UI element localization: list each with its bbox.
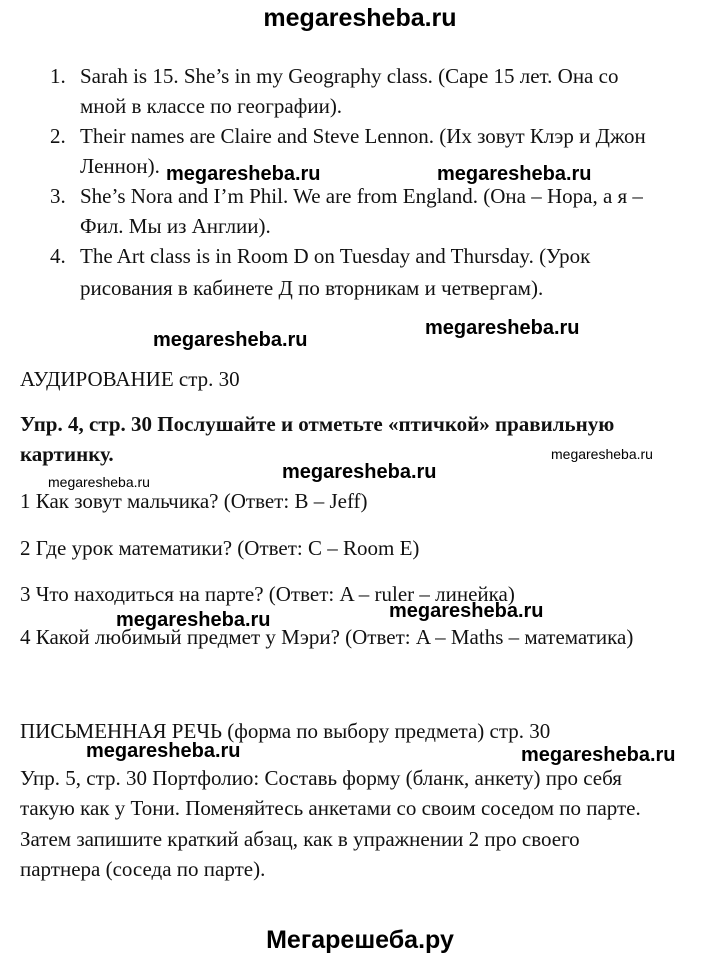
- watermark: megaresheba.ru: [521, 744, 676, 766]
- list-item-line: She’s Nora and I’m Phil. We are from England. (Она – Нора, а я –: [80, 184, 643, 208]
- watermark: megaresheba.ru: [48, 474, 150, 490]
- watermark: megaresheba.ru: [153, 329, 308, 351]
- list-item-line: Фил. Мы из Англии).: [80, 214, 271, 238]
- task-title: Упр. 4, стр. 30 Послушайте и отметьте «птичкой» правильную: [20, 412, 615, 436]
- watermark: megaresheba.ru: [282, 461, 437, 483]
- paragraph-line: Упр. 5, стр. 30 Портфолио: Составь форму (бланк, анкету) про себя: [20, 766, 622, 790]
- section-heading: АУДИРОВАНИЕ стр. 30: [20, 367, 240, 391]
- answer-line: 4 Какой любимый предмет у Мэри? (Ответ: A – Maths – математика): [20, 625, 634, 649]
- list-item-line: Their names are Claire and Steve Lennon. (Их зовут Клэр и Джон: [80, 124, 646, 148]
- list-item-line: рисования в кабинете Д по вторникам и четвергам).: [80, 276, 544, 300]
- watermark: megaresheba.ru: [116, 609, 271, 631]
- paragraph-line: Затем запишите краткий абзац, как в упражнении 2 про своего: [20, 827, 580, 851]
- watermark: megaresheba.ru: [166, 163, 321, 185]
- list-item-number: 3.: [50, 184, 66, 208]
- answer-line: 2 Где урок математики? (Ответ: C – Room E): [20, 536, 420, 560]
- list-item-line: The Art class is in Room D on Tuesday and Thursday. (Урок: [80, 244, 591, 268]
- list-item-line: Леннон).: [80, 154, 160, 178]
- answer-line: 1 Как зовут мальчика? (Ответ: B – Jeff): [20, 489, 368, 513]
- header-watermark: megaresheba.ru: [263, 4, 457, 32]
- section-heading: ПИСЬМЕННАЯ РЕЧЬ (форма по выбору предмета) стр. 30: [20, 719, 551, 743]
- watermark: megaresheba.ru: [437, 163, 592, 185]
- task-title: картинку.: [20, 442, 114, 466]
- paragraph-line: партнера (соседа по парте).: [20, 857, 266, 881]
- list-item-line: Sarah is 15. She’s in my Geography class. (Саре 15 лет. Она со: [80, 64, 619, 88]
- list-item-number: 2.: [50, 124, 66, 148]
- watermark: megaresheba.ru: [425, 317, 580, 339]
- list-item-number: 1.: [50, 64, 66, 88]
- list-item-line: мной в классе по географии).: [80, 94, 343, 118]
- footer-watermark: Мегарешеба.ру: [266, 926, 454, 954]
- list-item-number: 4.: [50, 244, 66, 268]
- watermark: megaresheba.ru: [389, 600, 544, 622]
- watermark: megaresheba.ru: [551, 446, 653, 462]
- answer-line: 3 Что находиться на парте? (Ответ: A – ruler – линейка): [20, 582, 515, 606]
- paragraph-line: такую как у Тони. Поменяйтесь анкетами со своим соседом по парте.: [20, 796, 641, 820]
- watermark: megaresheba.ru: [86, 740, 241, 762]
